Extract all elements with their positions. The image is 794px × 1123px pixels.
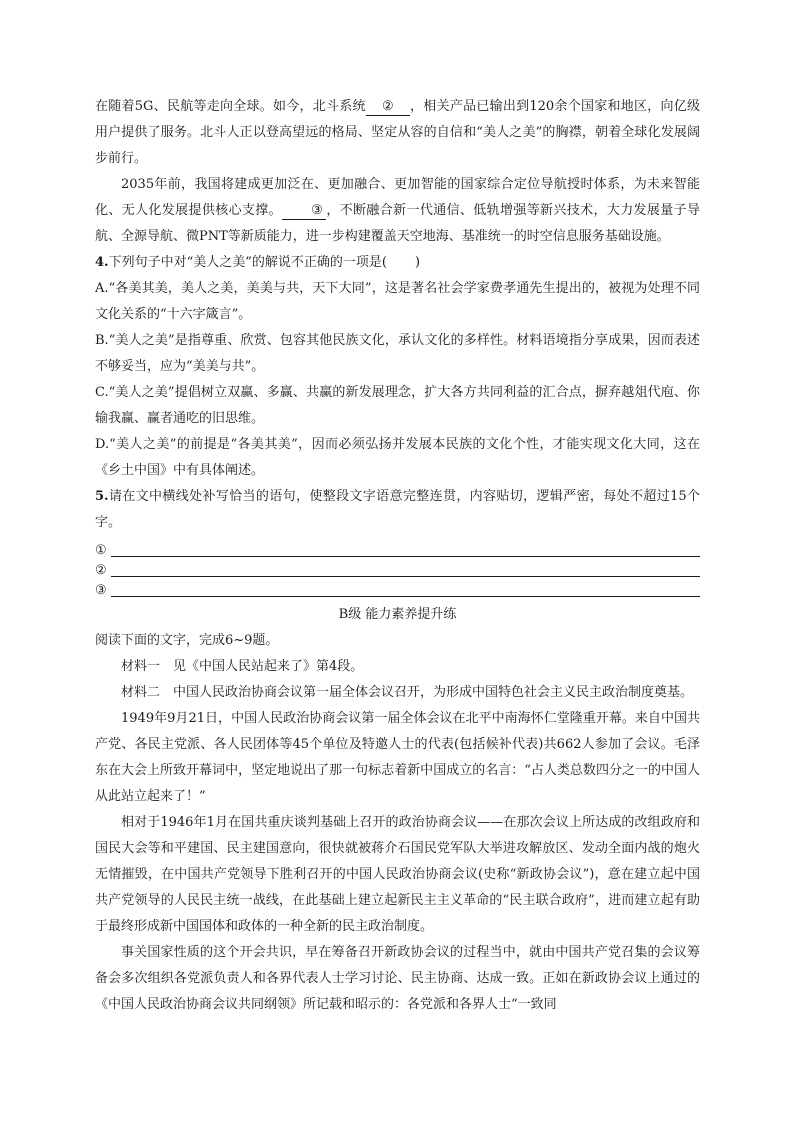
answer-line-3[interactable]: ③ (95, 580, 700, 600)
question-4-stem: 4.下列句子中对“美人之美”的解说不正确的一项是( ) (95, 255, 421, 270)
section-b-instruction: 阅读下面的文字，完成6~9题。 (95, 633, 279, 648)
passage-paragraph-2: 2035年前，我国将建成更加泛在、更加融合、更加智能的国家综合定位导航授时体系，为未来智能化、无人化发展提供核心支撑。 ③ ，不断融合新一代通信、低轨增强等新兴技术，大力发展量子导航、全源导航、微PNT等新质能力，进一步构建覆盖天空地海、基准统一的时空信息服务基础设施。 (95, 177, 700, 244)
answer-line-2[interactable]: ② (95, 560, 700, 580)
fill-blank-3[interactable]: ③ (282, 203, 326, 220)
material-1: 材料一 见《中国人民站起来了》第4段。 (121, 659, 364, 674)
fill-blank-2[interactable]: ② (366, 99, 410, 116)
question-4-option-b: B.“美人之美”是指尊重、欣赏、包容其他民族文化，承认文化的多样性。材料语境指分享成果，因而表述不够妥当，应为“美美与共”。 (95, 333, 700, 374)
question-4-option-c: C.“美人之美”提倡树立双赢、多赢、共赢的新发展理念，扩大各方共同利益的汇合点，摒弃越俎代庖、你输我赢、赢者通吃的旧思维。 (95, 385, 700, 426)
passage-paragraph-1: 在随着5G、民航等走向全球。如今，北斗系统 ② ，相关产品已输出到120余个国家和地区，向亿级用户提供了服务。北斗人正以登高望远的格局、坚定从容的自信和“美人之美”的胸襟，朝着全球化发展阔步前行。 (95, 99, 700, 166)
question-5-stem: 5.请在文中横线处补写恰当的语句，使整段文字语意完整连贯，内容贴切，逻辑严密，每处不超过15个字。 (95, 489, 700, 530)
question-4-option-a: A.“各美其美，美人之美，美美与共，天下大同”，这是著名社会学家费孝通先生提出的，被视为处理不同文化关系的“十六字箴言”。 (95, 281, 700, 322)
answer-line-1[interactable]: ① (95, 540, 700, 560)
material-2-paragraph-3: 事关国家性质的这个开会共识，早在筹备召开新政协会议的过程当中，就由中国共产党召集的会议筹备会多次组织各党派负责人和各界代表人士学习讨论、民主协商、达成一致。正如在新政协会议上通过的《中国人民政治协商会议共同纲领》所记载和昭示的：各党派和各界人士“一致同 (95, 945, 700, 1012)
material-2-paragraph-1: 1949年9月21日，中国人民政治协商会议第一届全体会议在北平中南海怀仁堂隆重开幕。来自中国共产党、各民主党派、各人民团体等45个单位及特邀人士的代表(包括候补代表)共662人参加了会议。毛泽东在大会上所致开幕词中，坚定地说出了那一句标志着新中国成立的名言：“占人类总数四分之一的中国人从此站立起来了！” (95, 711, 700, 804)
answer-lines (95, 540, 700, 600)
question-4-option-d: D.“美人之美”的前提是“各美其美”，因而必须弘扬并发展本民族的文化个性，才能实现文化大同，这在《乡土中国》中有具体阐述。 (95, 437, 700, 478)
material-2-heading: 材料二 中国人民政治协商会议第一届全体会议召开，为形成中国特色社会主义民主政治制度奠基。 (121, 685, 694, 700)
section-b-title: B级 能力素养提升练 (338, 607, 457, 622)
document-page (95, 94, 700, 1018)
material-2-paragraph-2: 相对于1946年1月在国共重庆谈判基础上召开的政治协商会议——在那次会议上所达成的改组政府和国民大会等和平建国、民主建国意向，很快就被蒋介石国民党军队大举进攻解放区、发动全面内战的炮火无情摧毁，在中国共产党领导下胜利召开的中国人民政治协商会议(史称“新政协会议”)，意在建立起中国共产党领导的人民民主统一战线，在此基础上建立起新民主主义革命的“民主联合政府”，进而建立起有助于最终形成新中国国体和政体的一种全新的民主政治制度。 (95, 815, 700, 934)
